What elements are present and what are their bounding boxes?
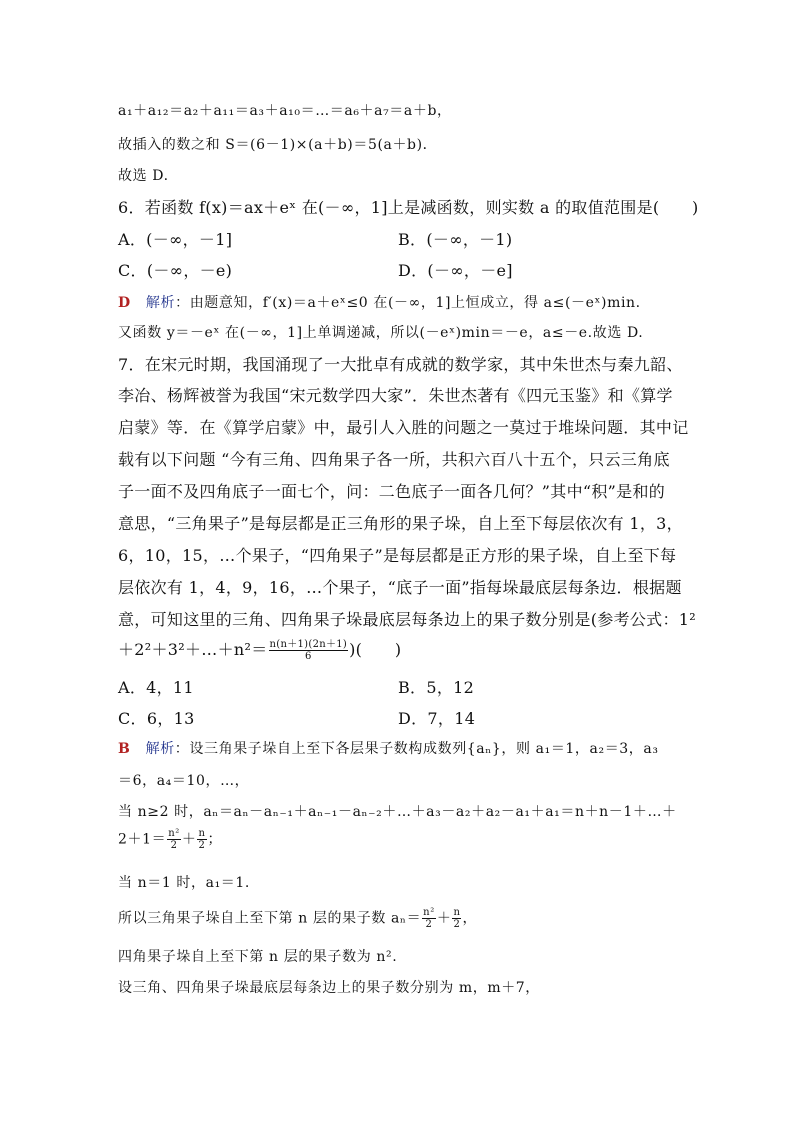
fraction-numerator: n(n＋1)(2n＋1) — [269, 639, 348, 650]
option-a: A．(－∞，－1] — [118, 230, 233, 249]
analysis-text: ：设三角果子垛自上至下各层果子数构成数列{aₙ}，则 a₁＝1，a₂＝3，a₃ — [174, 741, 659, 757]
option-a: A．4，11 — [118, 678, 194, 697]
option-d: D．7，14 — [398, 709, 476, 728]
fraction — [167, 828, 181, 851]
fraction — [452, 907, 461, 930]
answer-letter: D — [118, 295, 131, 311]
question-7-text: 意，可知这里的三角、四角果子垛最底层每条边上的果子数分别是(参考公式：1² — [118, 610, 696, 629]
question-7-text: 6，10，15，…个果子，“四角果子”是每层都是正方形的果子垛，自上至下每 — [118, 546, 677, 565]
fraction-numerator: n — [453, 907, 461, 918]
fraction-numerator: n² — [168, 828, 180, 839]
formula-text: ， — [462, 910, 478, 927]
solution-line: 当 n＝1 时，a₁＝1. — [118, 875, 250, 891]
solution-line — [118, 828, 222, 851]
question-7-text: 层依次有 1，4，9，16，…个果子，“底子一面”指每垛最底层每条边．根据题 — [118, 578, 682, 597]
fraction — [422, 907, 436, 930]
fraction-numerator: n² — [423, 907, 435, 918]
formula-text: ＋ — [436, 910, 452, 927]
solution-line: 当 n≥2 时，aₙ＝aₙ－aₙ₋₁＋aₙ₋₁－aₙ₋₂＋…＋a₃－a₂＋a₂－a₁＋a₁＝n＋n－1＋…＋ — [118, 804, 677, 820]
solution-line: 设三角、四角果子垛最底层每条边上的果子数分别为 m，m＋7， — [118, 980, 540, 996]
formula-text: )( ) — [349, 640, 402, 659]
formula-text: ； — [207, 831, 223, 848]
solution-line: 故插入的数之和 S＝(6－1)×(a＋b)＝5(a＋b)． — [118, 137, 438, 153]
option-b: B．5，12 — [398, 678, 475, 697]
question-7-text: 意思，“三角果子”是每层都是正三角形的果子垛，自上至下每层依次有 1，3， — [118, 514, 683, 533]
solution-line: 又函数 y＝－eˣ 在(－∞，1]上单调递减，所以(－eˣ)min＝－e，a≤－e.故选 D. — [118, 325, 644, 341]
question-7-text: 载有以下问题 “今有三角、四角果子各一所，共积六百八十五个，只云三角底 — [118, 450, 670, 469]
solution-line: ＝6，a₄＝10，…， — [118, 773, 250, 789]
solution-line: a₁＋a₁₂＝a₂＋a₁₁＝a₃＋a₁₀＝…＝a₆＋a₇＝a＋b， — [118, 103, 452, 119]
formula-text: ＋ — [181, 831, 197, 848]
formula-text: ＋2²＋3²＋…＋n²＝ — [118, 640, 268, 659]
option-d: D．(－∞，－e] — [398, 261, 513, 280]
fraction-denominator: 2 — [425, 919, 433, 930]
question-6-stem: 6．若函数 f(x)＝ax＋eˣ 在(－∞，1]上是减函数，则实数 a 的取值范围是( ) — [118, 198, 699, 217]
question-7-formula — [118, 637, 401, 662]
option-b: B．(－∞，－1) — [398, 230, 513, 249]
solution-line — [118, 292, 641, 312]
formula-text: 2＋1＝ — [118, 831, 167, 848]
fraction-denominator: 2 — [170, 840, 178, 851]
option-c: C．6，13 — [118, 709, 195, 728]
fraction-denominator: 6 — [304, 651, 312, 662]
fraction-denominator: 2 — [453, 919, 461, 930]
fraction — [269, 639, 349, 662]
formula-text: 所以三角果子垛自上至下第 n 层的果子数 aₙ＝ — [118, 910, 422, 927]
solution-line: 故选 D. — [118, 168, 169, 184]
analysis-label: 解析 — [145, 741, 175, 757]
solution-line — [118, 738, 659, 758]
question-7-text: 子一面不及四角底子一面七个，问：二色底子一面各几何？”其中“积”是和的 — [118, 482, 666, 501]
fraction-numerator: n — [198, 828, 206, 839]
analysis-text: ：由题意知，f′(x)＝a＋eˣ≤0 在(－∞，1]上恒成立，得 a≤(－eˣ)min. — [175, 295, 641, 311]
question-7-text: 7．在宋元时期，我国涌现了一大批卓有成就的数学家，其中朱世杰与秦九韶、 — [118, 355, 683, 374]
question-7-text: 李冶、杨辉被誉为我国“宋元数学四大家”．朱世杰著有《四元玉鉴》和《算学 — [118, 386, 673, 405]
solution-line — [118, 907, 477, 930]
answer-letter: B — [118, 741, 131, 757]
question-7-text: 启蒙》等．在《算学启蒙》中，最引人入胜的问题之一莫过于堆垛问题．其中记 — [118, 418, 689, 437]
analysis-label: 解析 — [145, 295, 176, 311]
fraction-denominator: 2 — [198, 840, 206, 851]
option-c: C．(－∞，－e) — [118, 261, 233, 280]
solution-line: 四角果子垛自上至下第 n 层的果子数为 n². — [118, 949, 398, 965]
fraction — [197, 828, 206, 851]
